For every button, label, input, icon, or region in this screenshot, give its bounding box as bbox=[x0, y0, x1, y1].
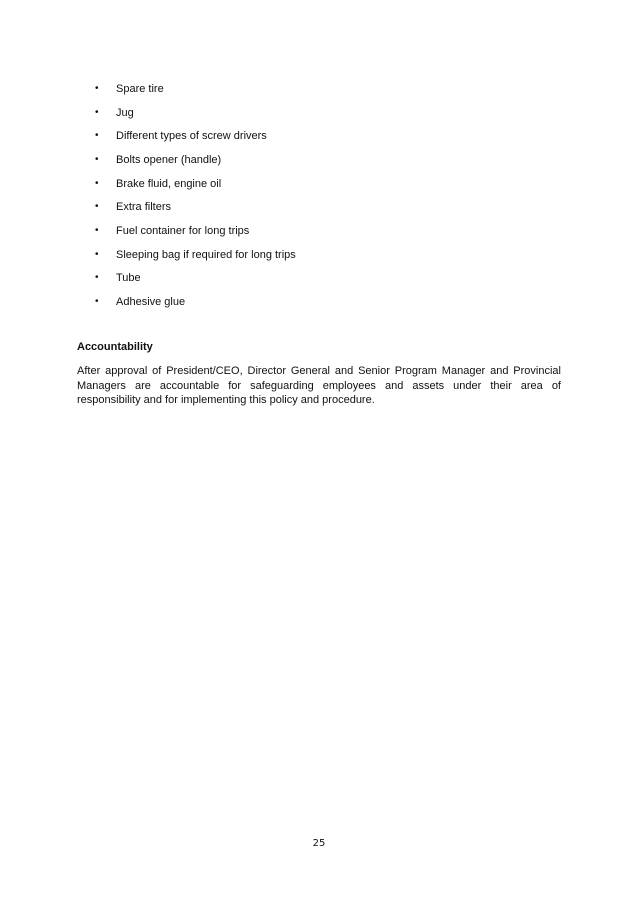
list-item-text: Adhesive glue bbox=[116, 296, 186, 309]
list-item-text: Different types of screw drivers bbox=[116, 130, 267, 143]
list-item bbox=[94, 267, 296, 291]
list-item-text: Spare tire bbox=[116, 82, 164, 95]
body-paragraph: After approval of President/CEO, Director General and Senior Program Manager and Provincial Managers are accountable for safeguarding employees and assets under their area of responsibility and for implementing this policy and procedure. bbox=[77, 365, 561, 406]
list-item-text: Bolts opener (handle) bbox=[116, 153, 222, 166]
bullet-icon: • bbox=[95, 272, 99, 284]
list-item-text: Brake fluid, engine oil bbox=[116, 177, 222, 190]
list-item bbox=[94, 243, 296, 267]
list-item bbox=[94, 219, 296, 243]
list-item-text: Tube bbox=[116, 272, 141, 285]
bullet-icon: • bbox=[95, 248, 99, 260]
bullet-icon: • bbox=[95, 296, 99, 308]
bullet-icon: • bbox=[95, 130, 99, 142]
list-item bbox=[94, 77, 296, 101]
bullet-icon: • bbox=[95, 224, 99, 236]
list-item bbox=[94, 124, 296, 148]
bullet-icon: • bbox=[95, 153, 99, 165]
bullet-icon: • bbox=[95, 106, 99, 118]
equipment-bullet-list bbox=[94, 77, 296, 314]
list-item bbox=[94, 148, 296, 172]
list-item-text: Sleeping bag if required for long trips bbox=[116, 248, 296, 261]
list-item-text: Fuel container for long trips bbox=[116, 224, 250, 237]
list-item bbox=[94, 290, 296, 314]
list-item bbox=[94, 195, 296, 219]
list-item bbox=[94, 172, 296, 196]
list-item-text: Extra filters bbox=[116, 201, 172, 214]
bullet-icon: • bbox=[95, 177, 99, 189]
bullet-icon: • bbox=[95, 201, 99, 213]
page-number: 25 bbox=[312, 838, 326, 849]
list-item-text: Jug bbox=[116, 106, 134, 119]
bullet-icon: • bbox=[95, 82, 99, 94]
section-heading: Accountability bbox=[77, 341, 153, 353]
list-item bbox=[94, 101, 296, 125]
